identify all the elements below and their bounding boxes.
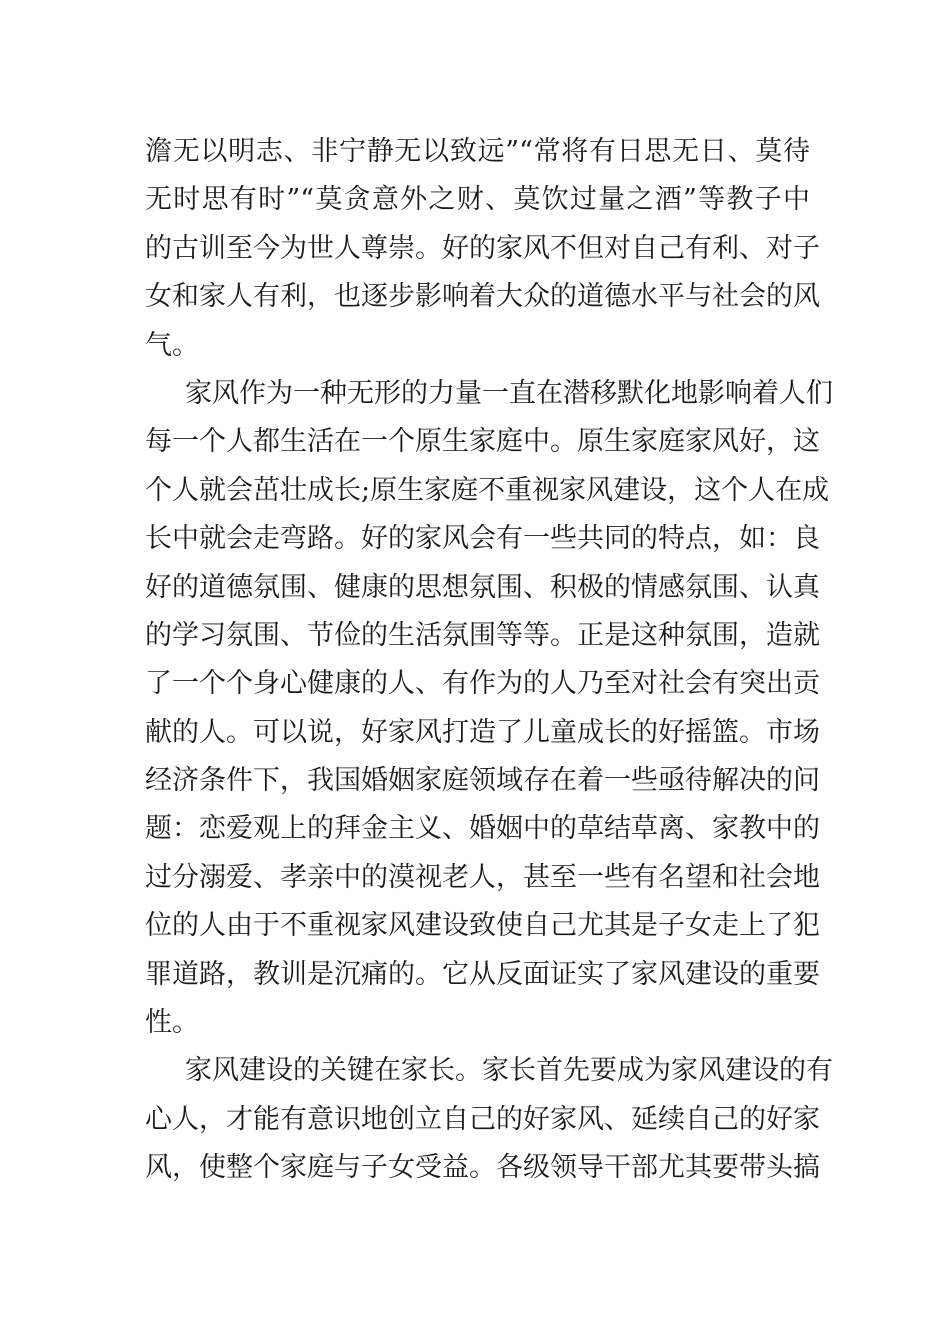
paragraph-line: 了一个个身心健康的人、有作为的人乃至对社会有突出贡 (145, 668, 820, 700)
paragraph-line: 经济条件下，我国婚姻家庭领域存在着一些亟待解决的问 (145, 765, 820, 797)
paragraph-line: 每一个人都生活在一个原生家庭中。原生家庭家风好，这 (145, 426, 820, 458)
paragraph-line: 罪道路，教训是沉痛的。它从反面证实了家风建设的重要 (145, 958, 820, 990)
paragraph-line: 的古训至今为世人尊崇。好的家风不但对自己有利、对子 (145, 232, 820, 264)
paragraph-line: 性。 (145, 1007, 199, 1039)
paragraph-line: 家风建设的关键在家长。家长首先要成为家风建设的有 (185, 1055, 833, 1087)
paragraph-2 (145, 370, 833, 1047)
paragraph-3 (145, 1047, 833, 1192)
paragraph-line: 位的人由于不重视家风建设致使自己尤其是子女走上了犯 (145, 910, 820, 942)
paragraph-line: 无时思有时”“莫贪意外之财、莫饮过量之酒”等教子中 (145, 184, 810, 216)
paragraph-line: 女和家人有利，也逐步影响着大众的道德水平与社会的风 (145, 281, 820, 313)
paragraph-1 (145, 128, 820, 370)
paragraph-line: 气。 (145, 329, 199, 361)
paragraph-line: 澹无以明志、非宁静无以致远”“常将有日思无日、莫待 (145, 136, 810, 167)
paragraph-line: 家风作为一种无形的力量一直在潜移默化地影响着人们 (185, 377, 833, 409)
paragraph-line: 风，使整个家庭与子女受益。各级领导干部尤其要带头搞 (145, 1152, 820, 1184)
paragraph-line: 献的人。可以说，好家风打造了儿童成长的好摇篮。市场 (145, 716, 820, 748)
paragraph-line: 心人，才能有意识地创立自己的好家风、延续自己的好家 (145, 1103, 820, 1135)
paragraph-line: 长中就会走弯路。好的家风会有一些共同的特点，如：良 (145, 523, 820, 555)
paragraph-line: 个人就会茁壮成长;原生家庭不重视家风建设，这个人在成 (145, 474, 830, 506)
paragraph-line: 题：恋爱观上的拜金主义、婚姻中的草结草离、家教中的 (145, 813, 820, 845)
paragraph-line: 好的道德氛围、健康的思想氛围、积极的情感氛围、认真 (145, 571, 820, 603)
paragraph-line: 过分溺爱、孝亲中的漠视老人，甚至一些有名望和社会地 (145, 861, 820, 893)
paragraph-line: 的学习氛围、节俭的生活氛围等等。正是这种氛围，造就 (145, 619, 820, 651)
document-body (145, 128, 833, 1193)
